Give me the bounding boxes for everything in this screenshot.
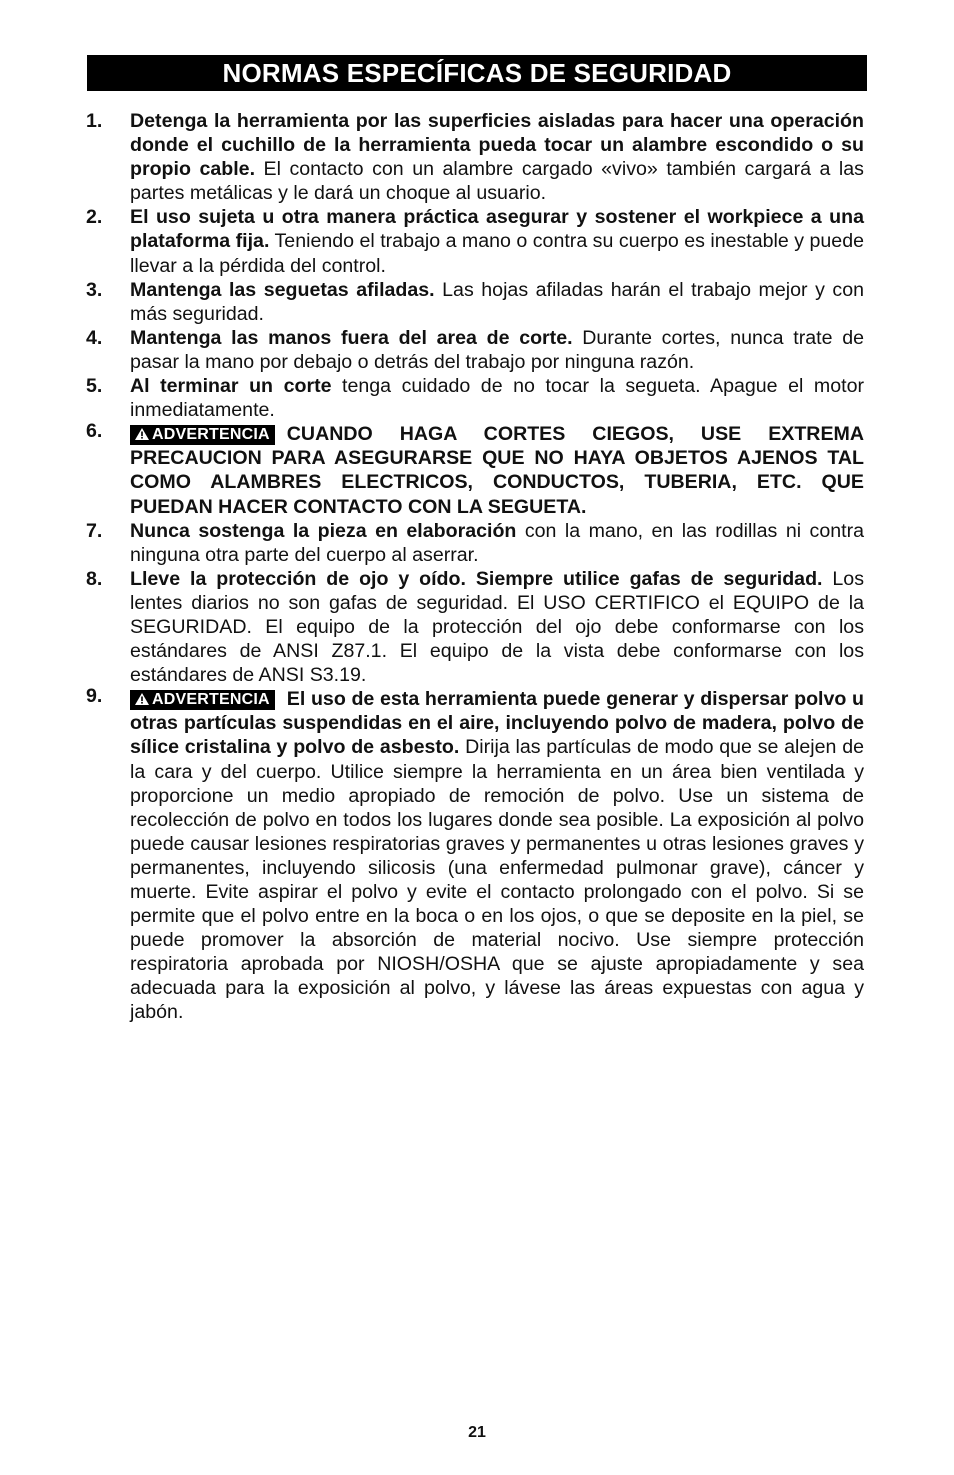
- list-item-warning: [86, 422, 864, 518]
- page-number: 21: [468, 1424, 486, 1441]
- list-item: [86, 278, 864, 326]
- item-heading: El uso de esta herramienta puede generar y dispersar polvo u otras partículas suspendidas en el aire, incluyendo polvo de madera, polvo de sílice cristalina y polvo de asbesto.: [130, 688, 864, 759]
- list-item: [86, 567, 864, 687]
- warning-badge-label: ADVERTENCIA: [152, 691, 270, 709]
- item-body: El contacto con un alambre cargado «vivo» también cargará a las partes metálicas y le dará un choque al usuario.: [130, 158, 864, 205]
- list-item: [86, 205, 864, 277]
- item-heading: Lleve la protección de ojo y oído. Siempre utilice gafas de seguridad.: [130, 567, 823, 590]
- item-number: 3.: [86, 278, 103, 301]
- item-body: Teniendo el trabajo a mano o contra su cuerpo es inestable y puede llevar a la pérdida del control.: [130, 230, 864, 277]
- item-number: 8.: [86, 567, 103, 590]
- item-heading: Al terminar un corte: [130, 375, 332, 398]
- item-number: 7.: [86, 519, 103, 542]
- item-number: 9.: [86, 685, 103, 708]
- safety-rules-list: [86, 109, 864, 1025]
- item-number: 4.: [86, 326, 103, 349]
- list-item: [86, 109, 864, 205]
- item-body: Los lentes diarios no son gafas de seguridad. El USO CERTIFICO el EQUIPO de la SEGURIDAD. El equipo de la protección del ojo debe conformarse con los estándares de ANSI Z87.1. El equipo de la vista debe conformarse con los estándares de ANSI S3.19.: [130, 567, 864, 687]
- warning-badge-label: ADVERTENCIA: [152, 426, 270, 444]
- item-number: 5.: [86, 375, 103, 398]
- list-item: [86, 326, 864, 374]
- item-body: Las hojas afiladas harán el trabajo mejor y con más seguridad.: [130, 278, 864, 325]
- item-heading: Mantenga las manos fuera del area de corte.: [130, 326, 573, 349]
- warning-badge: [130, 690, 275, 710]
- item-body: con la mano, en las rodillas ni contra ninguna otra parte del cuerpo al aserrar.: [130, 519, 864, 566]
- item-body: tenga cuidado de no tocar la segueta. Apague el motor inmediatamente.: [130, 375, 865, 422]
- item-body: Durante cortes, nunca trate de pasar la mano por debajo o detrás del trabajo por ninguna razón.: [130, 326, 864, 373]
- item-body: Dirija las partículas de modo que se alejen de la cara y del cuerpo. Utilice siempre la herramienta en un área bien ventilada y proporcione un medio apropiado de remoción de polvo. Use un sistema de recolección de polvo en todos los lugares donde sea posible. La exposición al polvo puede causar lesiones respiratorias graves y permanentes u otras lesiones graves y permanentes, incluyendo silicosis (una enfermedad pulmonar grave), cáncer y muerte. Evite aspirar el polvo y evite el contacto prolongado con el polvo. Si se permite que el polvo entre en la boca o en los ojos, o que se deposite en la piel, se puede promover la absorción de material nocivo. Use siempre protección respiratoria aprobada por NIOSH/OSHA que se ajuste apropiadamente y sea adecuada para la exposición al polvo, y lávese las áreas expuestas con agua y jabón.: [130, 736, 864, 1024]
- item-heading: Mantenga las seguetas afiladas.: [130, 278, 435, 301]
- item-heading: CUANDO HAGA CORTES CIEGOS, USE EXTREMA PRECAUCION PARA ASEGURARSE QUE NO HAYA OBJETOS AJENOS TAL COMO ALAMBRES ELECTRICOS, CONDUCTOS, TUBERIA, ETC. QUE PUEDAN HACER CONTACTO CON LA SEGUETA.: [130, 423, 864, 518]
- item-heading: El uso sujeta u otra manera práctica asegurar y sostener el workpiece a una plataforma fija.: [130, 206, 864, 253]
- list-item: [86, 374, 864, 422]
- item-number: 2.: [86, 206, 103, 229]
- page-title: NORMAS ESPECÍFICAS DE SEGURIDAD: [87, 55, 867, 91]
- list-item-warning: [86, 687, 864, 1024]
- item-heading: Detenga la herramienta por las superficies aisladas para hacer una operación donde el cuchillo de la herramienta pueda tocar un alambre escondido o su propio cable.: [130, 110, 864, 181]
- list-item: [86, 519, 864, 567]
- warning-triangle-icon: [135, 428, 149, 440]
- item-number: 6.: [86, 420, 103, 443]
- warning-badge: [130, 425, 275, 445]
- item-number: 1.: [86, 110, 103, 132]
- item-heading: Nunca sostenga la pieza en elaboración: [130, 519, 517, 542]
- warning-triangle-icon: [135, 693, 149, 705]
